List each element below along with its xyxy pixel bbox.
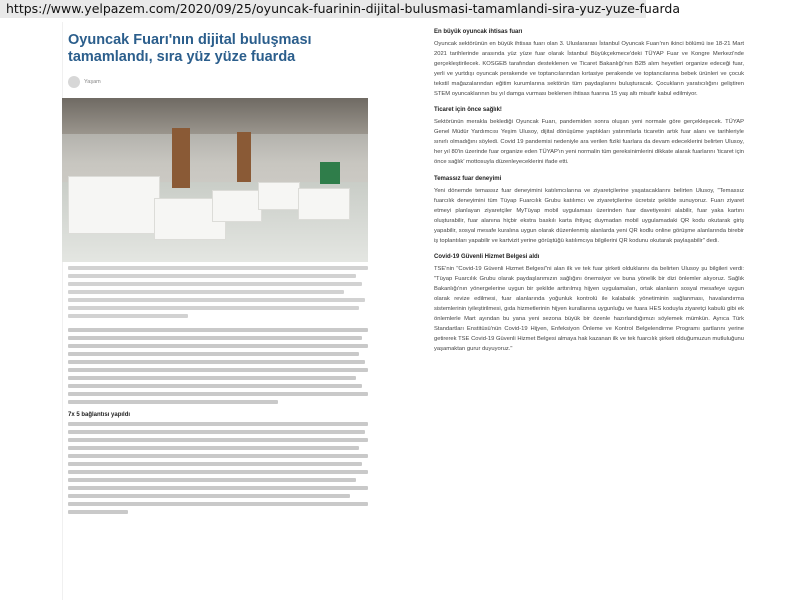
body-line bbox=[68, 486, 368, 490]
section-paragraph: Oyuncak sektörünün en büyük ihtisas fuarı olan 3. Uluslararası İstanbul Oyuncak Fuarı'nın ikinci bölümü ise 18-21 Mart 2021 tarihlerinde arasında yüz yüze fuar olarak İstanbul Büyükçekmece'deki TÜYAP Fuar ve Kongre Merkezi'nde gerçekleştirilecek. KOSGEB tarafından desteklenen ve Ticaret Bakanlığı'nın B2B alım heyetleri organize edeceği fuar, yerli ve yurtdışı oyuncak perakende ve toptancılarından kırtasiye perakende ve toptancılarına bebek ürünleri ve çocuk tekstil mağazalarından eğitim kurumlarına sektörün tüm paydaşlarını buluşturacak. Çocukların yaratıcılığını geliştiren STEM oyuncaklarının bu yıl damga vurması beklenen ihtisas fuarına 15 yaş altı misafir kabul edilmiyor. bbox=[434, 41, 744, 97]
article-headline: Oyuncak Fuarı'nın dijital buluşması tamamlandı, sıra yüz yüze fuarda bbox=[68, 32, 312, 65]
caption-line bbox=[68, 314, 188, 318]
body-line bbox=[68, 430, 365, 434]
body-line bbox=[68, 376, 356, 380]
caption-line bbox=[68, 290, 344, 294]
section-paragraph: Sektörünün merakla beklediği Oyuncak Fuarı, pandemiden sonra oluşan yeni normale göre gerçekleşecek. TÜYAP Genel Müdür Yardımcısı Yeşim Ulusoy, dijital dönüşüme yaptıkları yatırımlarla ticaretin artık fuar alanı ve tarihleriyle sınırlı olmadığını söyledi. Covid 19 pandemisi nedeniyle ara verilen fiziki fuarlara da devam edeceklerini belirten Ulusoy, her yıl 80'in üzerinde fuar organize eden TÜYAP'ın yeni normalin tüm gereksinimlerini dikkate alarak fuarlarını 'ticaret için önce sağlık' mottosuyla düzenleyeceklerini ifade etti. bbox=[434, 119, 744, 166]
photo-wood-pillar bbox=[172, 128, 190, 188]
body-line bbox=[68, 336, 362, 340]
body-line bbox=[68, 494, 350, 498]
photo-green-panel bbox=[320, 162, 340, 184]
section-title: Ticaret için önce sağlık! bbox=[434, 107, 502, 114]
photo-wood-pillar bbox=[237, 132, 251, 182]
body-line bbox=[68, 392, 368, 396]
caption-line bbox=[68, 282, 362, 286]
body-line bbox=[68, 368, 368, 372]
photo-booth bbox=[68, 176, 160, 234]
section-title: Temassız fuar deneyimi bbox=[434, 175, 502, 182]
body-line bbox=[68, 502, 368, 506]
body-line bbox=[68, 328, 368, 332]
body-line bbox=[68, 446, 359, 450]
section-title: Covid-19 Güvenli Hizmet Belgesi aldı bbox=[434, 254, 540, 261]
author-name: Yaşam bbox=[84, 79, 101, 85]
caption-line bbox=[68, 274, 356, 278]
left-subhead: 7x 5 bağlantısı yapıldı bbox=[68, 412, 131, 418]
url-bar[interactable]: https://www.yelpazem.com/2020/09/25/oyuncak-fuarinin-dijital-bulusmasi-tamamlandi-sira-yuz-yuze-fuarda bbox=[0, 0, 646, 18]
article-left-column bbox=[62, 22, 374, 600]
section-largest-fair bbox=[434, 28, 744, 99]
body-line bbox=[68, 478, 356, 482]
body-line bbox=[68, 360, 365, 364]
section-paragraph: TSE'nin "Covid-19 Güvenli Hizmet Belgesi"ni alan ilk ve tek fuar şirketi olduklarını da belirten Ulusoy şu bilgileri verdi: "Tüyap Fuarcılık Grubu olarak paydaşlarımızın sağlığını önemsiyor ve buna yönelik bir dizi önlemler alıyoruz. Sağlık Bakanlığı'nın yönergelerine uygun bir şekilde arttırılmış hijyen uygulamaları, ortak alanların sosyal mesafeye uygun olarak revize edilmesi, fuar alanlarında yoğunluk kontrolü ile kalabalık yönetiminin sağlanması, havalandırma sistemlerinin iyileştirilmesi, gıda hizmetlerinin hijyen kurallarına uygunluğu ve fuara HES koduyla ziyaretçi kabulü gibi ek önlemlerle Mart ayından bu yana yeni sezona büyük bir özenle hazırlandığımızı söylemek mümkün. Ayrıca Türk Standartları Enstitüsü'nün Covid-19 Hijyen, Enfeksiyon Önleme ve Kontrol Belgelendirme Programı şartlarını yerine getirerek TSE Covid-19 Güvenli Hizmet Belgesi almaya hak kazanan ilk ve tek fuarcılık şirketi olduğumuzun mutluluğunu yaşamaktan gurur duyuyoruz." bbox=[434, 266, 744, 352]
photo-ceiling bbox=[62, 98, 368, 134]
body-paragraph bbox=[68, 422, 368, 514]
article-right-column bbox=[434, 28, 744, 548]
body-line bbox=[68, 438, 368, 442]
author-row bbox=[68, 76, 374, 88]
body-line bbox=[68, 400, 278, 404]
body-line bbox=[68, 510, 128, 514]
body-line bbox=[68, 344, 368, 348]
body-line bbox=[68, 352, 359, 356]
body-paragraph bbox=[68, 328, 368, 404]
caption-line bbox=[68, 298, 365, 302]
caption-line bbox=[68, 266, 368, 270]
caption-line bbox=[68, 306, 359, 310]
author-avatar bbox=[68, 76, 80, 88]
section-title: En büyük oyuncak ihtisas fuarı bbox=[434, 29, 523, 35]
photo-caption bbox=[68, 266, 368, 318]
photo-booth bbox=[258, 182, 300, 210]
body-line bbox=[68, 384, 362, 388]
photo-booth bbox=[298, 188, 350, 220]
body-line bbox=[68, 422, 368, 426]
photo-booth bbox=[212, 190, 262, 222]
section-covid-certificate bbox=[434, 253, 744, 354]
body-line bbox=[68, 462, 362, 466]
section-contactless bbox=[434, 175, 744, 246]
body-line bbox=[68, 454, 368, 458]
fair-hall-photo bbox=[62, 98, 368, 262]
body-line bbox=[68, 470, 368, 474]
section-health-first bbox=[434, 106, 744, 168]
section-paragraph: Yeni dönemde temassız fuar deneyimini katılımcılarına ve ziyaretçilerine yaşatacaklarını belirten Ulusoy, "Temassız fuarcılık deneyimini tüm Tüyap Fuarcılık Grubu katılımcı ve ziyaretçilerine ücretsiz şekilde sunuyoruz. Fuarı ziyaret etmeyi planlayan ziyaretçiler MyTüyap mobil uygulaması üzerinden fuar davetiyesini alabilir, fuar yaka kartını oluşturabilir, fuar alanına hiçbir ekstra baskılı karta ihtiyaç duymadan mobil uygulamadaki QR kodu okutarak giriş yapabilir, sosyal mesafe kuralına uygun olarak düzenlenmiş alanlarda yeni QR kodlu online görüşme alanlarında birebir iş toplantıları yapabilir ve kartvizit yerine görüştüğü katılımcıya bilgilerini QR kodunu okutarak paylaşabilir" dedi. bbox=[434, 187, 744, 244]
